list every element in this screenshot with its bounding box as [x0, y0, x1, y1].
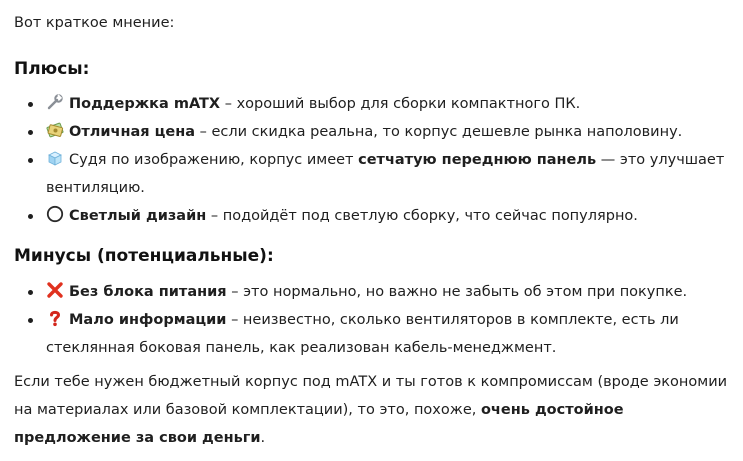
pros-item-3-text: — это улучшает вентиляцию.	[46, 152, 725, 196]
pros-item-1-text: – хороший выбор для сборки компактного ПК.	[220, 96, 581, 112]
white-circle-icon	[46, 205, 64, 223]
summary-text: Если тебе нужен бюджетный корпус под mATX и ты готов к компромиссам (вроде экономии на материалах или базовой комплектации), то это, похоже,	[14, 374, 728, 418]
cons-item-2-text: – неизвестно, сколько вентиляторов в комплекте, есть ли стеклянная боковая панель, как реализован кабель-менеджмент.	[46, 312, 679, 356]
ice-cube-icon	[46, 149, 64, 167]
list-item	[14, 90, 736, 118]
cons-heading: Минусы (потенциальные):	[14, 246, 274, 266]
pros-item-2-text: – если скидка реальна, то корпус дешевле рынка наполовину.	[195, 124, 683, 140]
pros-item-3-bold: сетчатую переднюю панель	[358, 152, 597, 168]
pros-item-2-bold: Отличная цена	[69, 124, 196, 140]
summary-paragraph	[14, 368, 736, 452]
pros-heading: Плюсы:	[14, 59, 90, 79]
list-item	[14, 278, 736, 306]
bullet-dot	[28, 102, 33, 107]
bullet-dot	[28, 290, 33, 295]
bullet-dot	[28, 318, 33, 323]
summary-bold: очень достойное предложение за свои деньги	[14, 402, 624, 446]
list-item	[14, 146, 736, 202]
pros-item-4-text: – подойдёт под светлую сборку, что сейчас популярно.	[206, 208, 638, 224]
cons-list	[14, 278, 736, 362]
bullet-dot	[28, 130, 33, 135]
bullet-dot	[28, 214, 33, 219]
wrench-icon	[46, 93, 64, 111]
bullet-dot	[28, 158, 33, 163]
pros-item-3-pre: Судя по изображению, корпус имеет	[69, 152, 359, 168]
list-item	[14, 306, 736, 362]
question-mark-icon	[46, 309, 64, 327]
cross-mark-icon	[46, 281, 64, 299]
summary-end: .	[260, 430, 266, 446]
cons-item-2-bold: Мало информации	[69, 312, 227, 328]
cons-item-1-text: – это нормально, но важно не забыть об этом при покупке.	[226, 284, 688, 300]
pros-item-4-bold: Светлый дизайн	[69, 208, 207, 224]
intro-text: Вот краткое мнение:	[14, 15, 175, 31]
pros-list	[14, 90, 736, 230]
money-bag-icon	[46, 121, 64, 139]
pros-item-1-bold: Поддержка mATX	[69, 96, 221, 112]
list-item	[14, 118, 736, 146]
list-item	[14, 202, 736, 230]
cons-item-1-bold: Без блока питания	[69, 284, 227, 300]
